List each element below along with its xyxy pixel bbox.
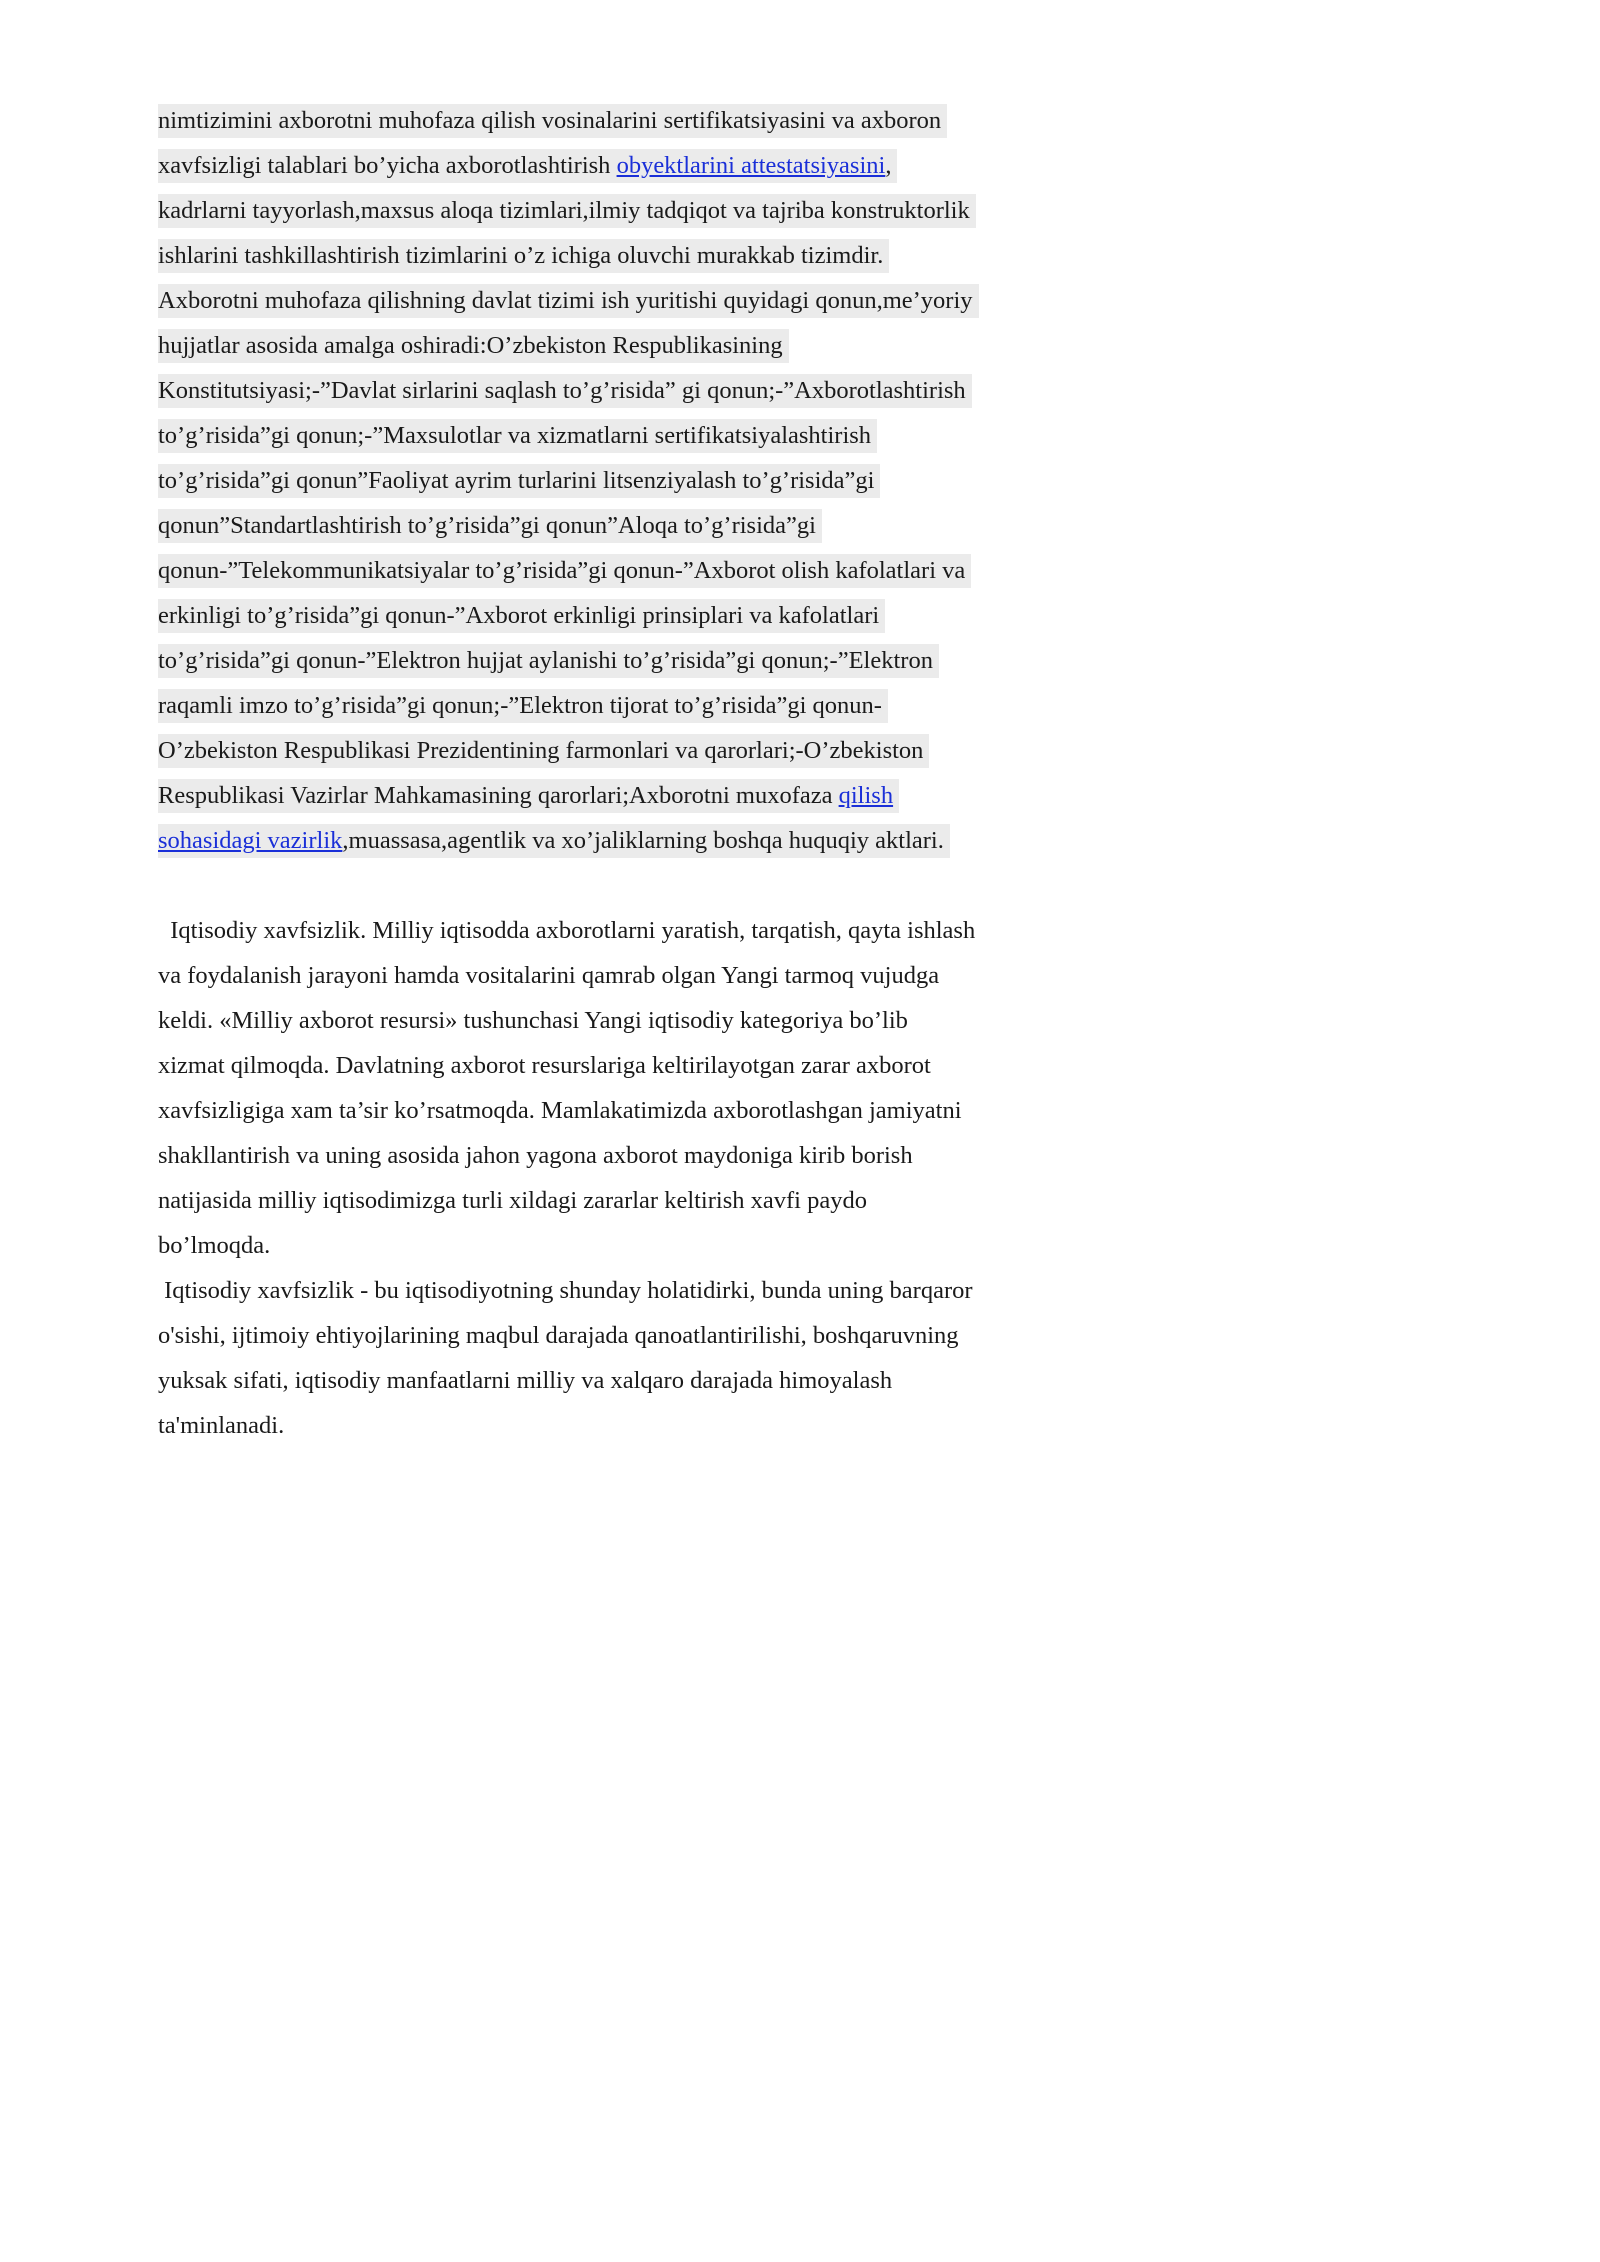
ministry-link-part1[interactable]: qilish (838, 782, 894, 809)
text-line: yuksak sifati, iqtisodiy manfaatlarni milliy va xalqaro darajada himoyalash (158, 1367, 893, 1394)
text-line: va foydalanish jarayoni hamda vositalarini qamrab olgan Yangi tarmoq vujudga (158, 962, 940, 989)
text-line: ishlarini tashkillashtirish tizimlarini o’z ichiga oluvchi murakkab tizimdir. (158, 239, 889, 273)
text-line: raqamli imzo to’g’risida”gi qonun;-”Elektron tijorat to’g’risida”gi qonun- (158, 689, 888, 723)
text-line: kadrlarni tayyorlash,maxsus aloqa tizimlari,ilmiy tadqiqot va tajriba konstruktorlik (158, 194, 976, 228)
text-line: erkinligi to’g’risida”gi qonun-”Axborot erkinligi prinsiplari va kafolatlari (158, 599, 885, 633)
text-line: Konstitutsiyasi;-”Davlat sirlarini saqlash to’g’risida” gi qonun;-”Axborotlashtirish (158, 374, 972, 408)
text-line: Iqtisodiy xavfsizlik. Milliy iqtisodda axborotlarni yaratish, tarqatish, qayta ishlash (158, 917, 976, 944)
text-span: Respublikasi Vazirlar Mahkamasining qarorlari;Axborotni muxofaza (158, 782, 839, 809)
text-line: bo’lmoqda. (158, 1232, 271, 1259)
text-line (158, 779, 899, 813)
text-line: natijasida milliy iqtisodimizga turli xildagi zararlar keltirish xavfi paydo (158, 1187, 867, 1214)
text-line: ta'minlanadi. (158, 1412, 285, 1439)
document-page (0, 0, 1120, 1584)
text-line: O’zbekiston Respublikasi Prezidentining farmonlari va qarorlari;-O’zbekiston (158, 734, 929, 768)
attestation-link[interactable]: obyektlarini attestatsiyasini (616, 152, 886, 179)
text-line (158, 824, 950, 858)
text-line: hujjatlar asosida amalga oshiradi:O’zbekiston Respublikasining (158, 329, 789, 363)
text-line: keldi. «Milliy axborot resursi» tushunchasi Yangi iqtisodiy kategoriya bo’lib (158, 1007, 908, 1034)
text-line: Iqtisodiy xavfsizlik - bu iqtisodiyotning shunday holatidirki, bunda uning barqaror (158, 1277, 973, 1304)
ministry-link-part2[interactable]: sohasidagi vazirlik (158, 827, 343, 854)
text-line: xizmat qilmoqda. Davlatning axborot resurslariga keltirilayotgan zarar axborot (158, 1052, 931, 1079)
text-span: ,muassasa,agentlik va xo’jaliklarning boshqa huquqiy aktlari. (342, 827, 944, 854)
text-line: to’g’risida”gi qonun”Faoliyat ayrim turlarini litsenziyalash to’g’risida”gi (158, 464, 880, 498)
text-line: qonun-”Telekommunikatsiyalar to’g’risida”gi qonun-”Axborot olish kafolatlari va (158, 554, 971, 588)
text-span: , (885, 152, 892, 179)
text-line: nimtizimini axborotni muhofaza qilish vosinalarini sertifikatsiyasini va axboron (158, 104, 947, 138)
text-line: qonun”Standartlashtirish to’g’risida”gi qonun”Aloqa to’g’risida”gi (158, 509, 822, 543)
text-line: o'sishi, ijtimoiy ehtiyojlarining maqbul darajada qanoatlantirilishi, boshqaruvning (158, 1322, 959, 1349)
text-line: xavfsizligiga xam ta’sir ko’rsatmoqda. Mamlakatimizda axborotlashgan jamiyatni (158, 1097, 962, 1124)
text-line: to’g’risida”gi qonun-”Elektron hujjat aylanishi to’g’risida”gi qonun;-”Elektron (158, 644, 939, 678)
text-line: to’g’risida”gi qonun;-”Maxsulotlar va xizmatlarni sertifikatsiyalashtirish (158, 419, 877, 453)
text-span: xavfsizligi talablari bo’yicha axborotlashtirish (158, 152, 617, 179)
text-line: shakllantirish va uning asosida jahon yagona axborot maydoniga kirib borish (158, 1142, 913, 1169)
text-line (158, 149, 897, 183)
text-line: Axborotni muhofaza qilishning davlat tizimi ish yuritishi quyidagi qonun,me’yoriy (158, 284, 979, 318)
